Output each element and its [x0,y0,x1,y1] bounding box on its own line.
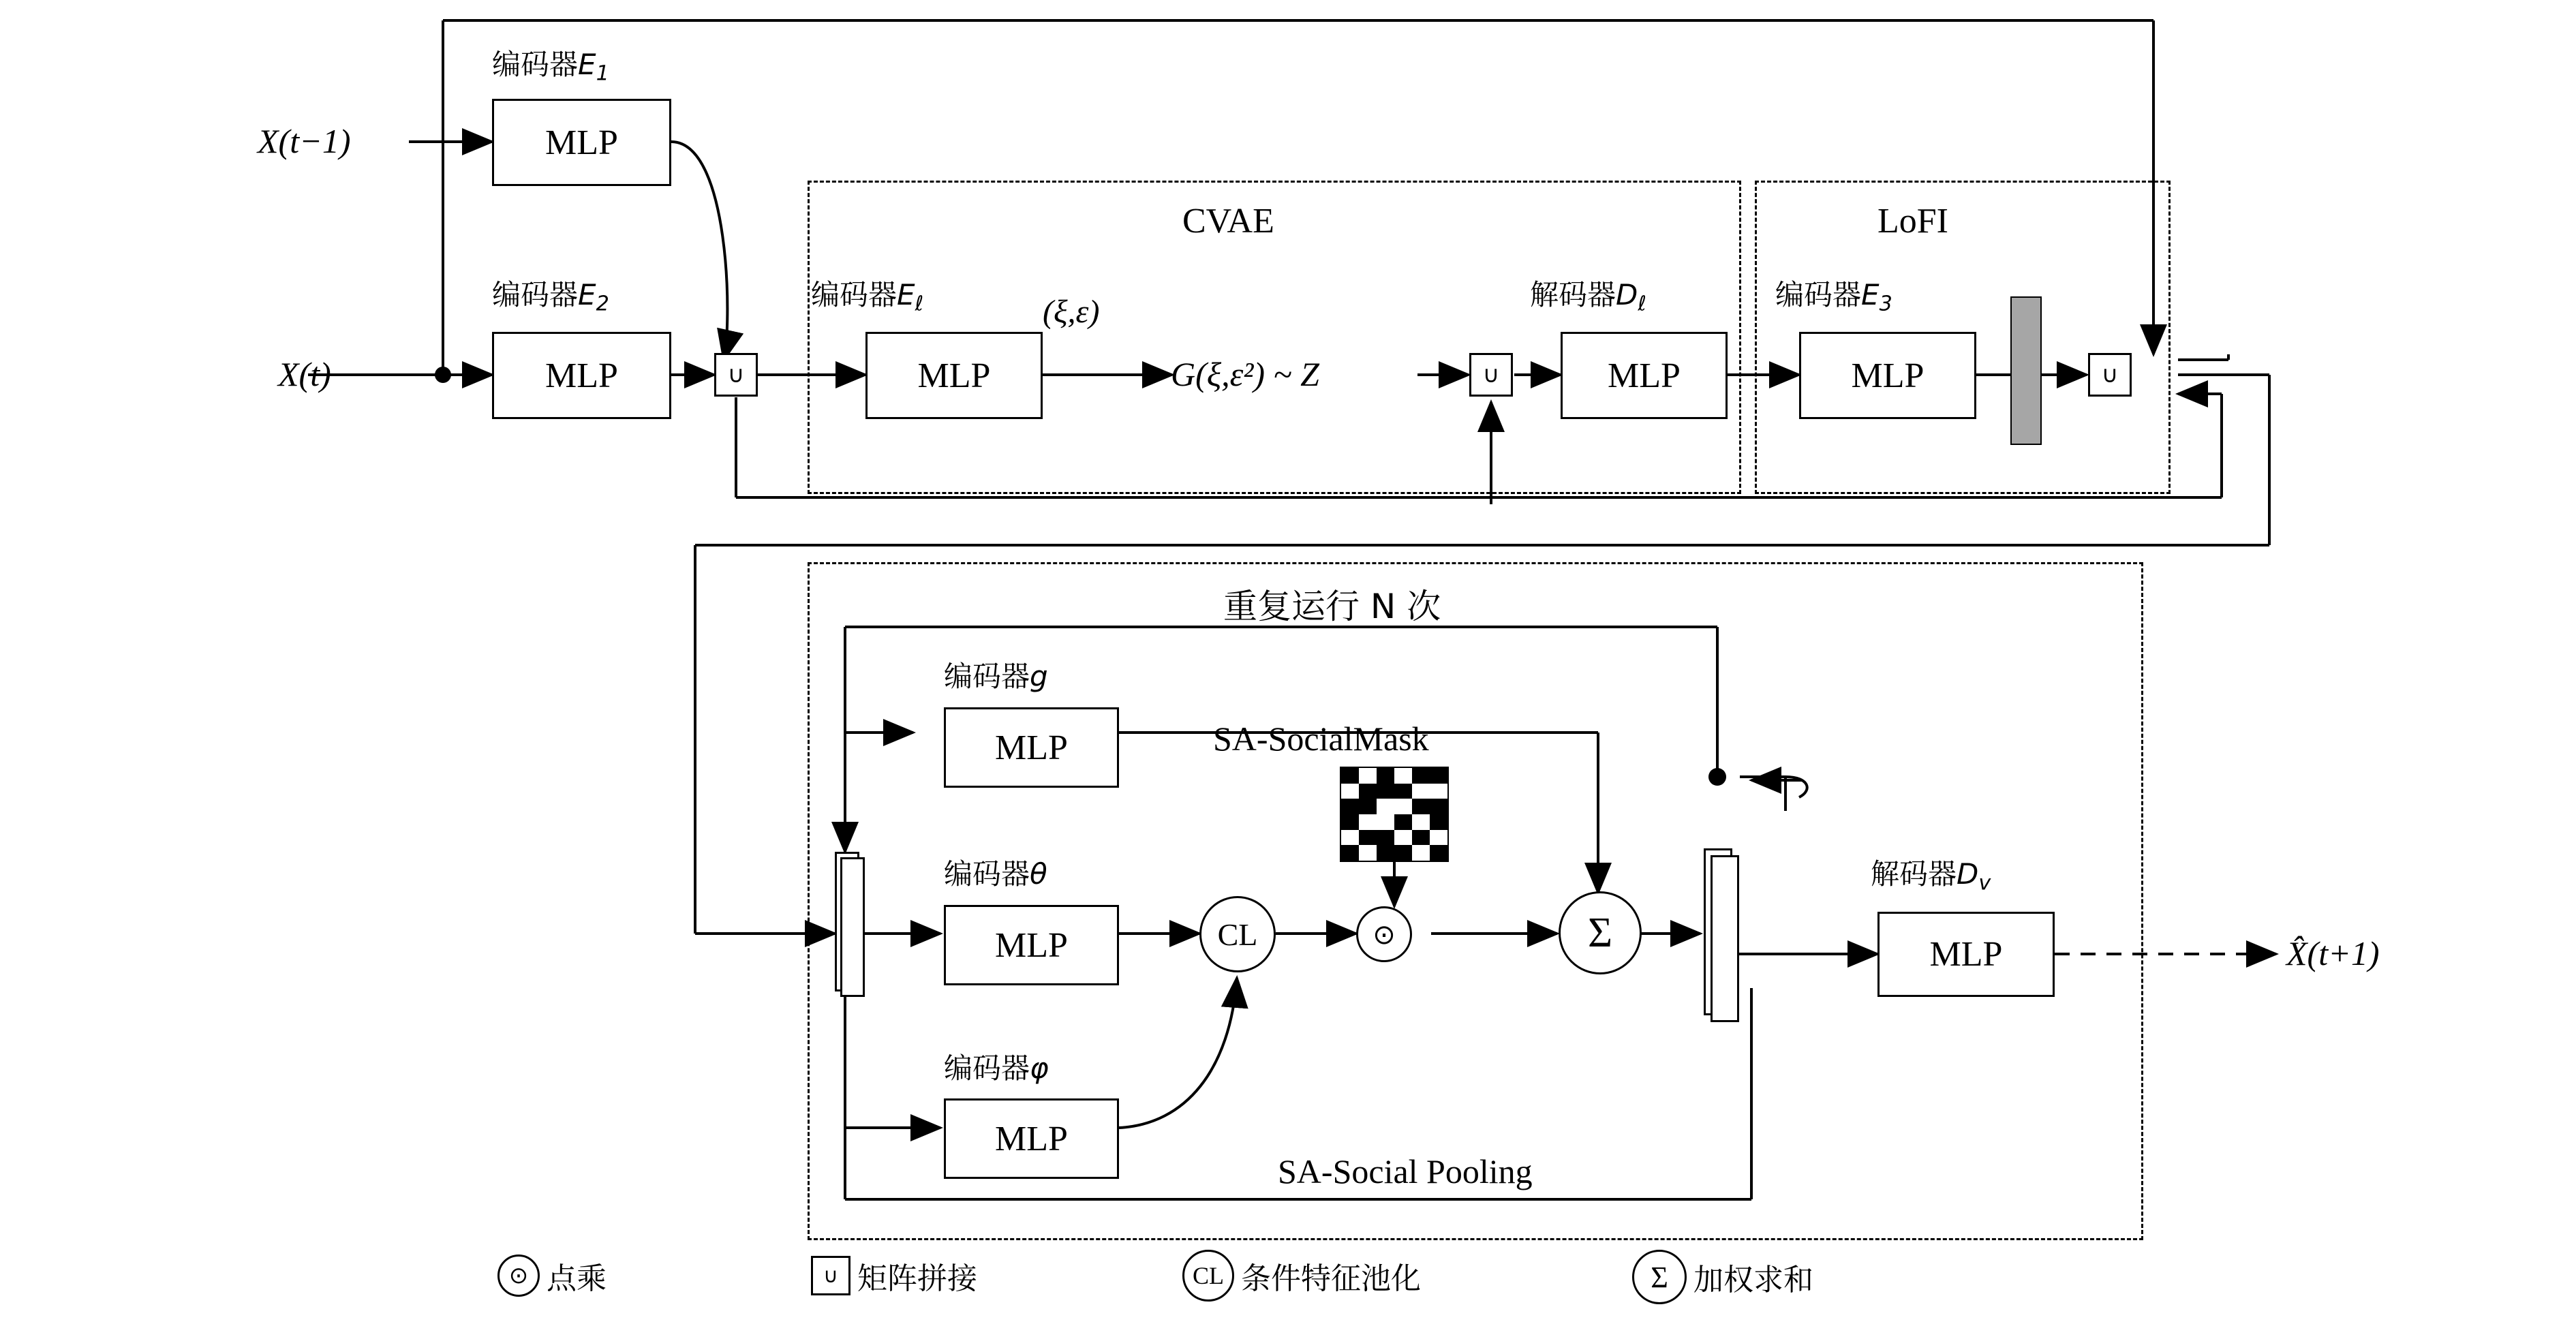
concat-node-2[interactable] [1469,353,1513,397]
dot-product-node[interactable] [1356,906,1412,962]
legend [0,1247,2576,1322]
mlp-text: MLP [995,925,1068,965]
legend-label: 矩阵拼接 [857,1261,977,1296]
lofi-feature-bar [2010,296,2042,445]
dot-symbol: ⊙ [1373,919,1396,950]
concat-symbol: ∪ [1482,361,1500,388]
dot-product-icon [497,1255,540,1297]
encoder-theta-mlp[interactable] [944,905,1119,985]
encoder-e3-mlp[interactable] [1799,332,1976,419]
encoder-phi-mlp[interactable] [944,1098,1119,1179]
decoder-dv-mlp[interactable] [1877,912,2055,997]
concat-symbol: ∪ [727,361,745,388]
encoder-g-mlp[interactable] [944,707,1119,788]
encoder-phi-label: 编码器φ [944,1051,1049,1085]
mlp-text: MLP [1608,356,1681,395]
sa-socialmask-grid [1340,767,1449,862]
encoder-e2-mlp[interactable] [492,332,671,419]
cl-symbol: CL [1217,917,1258,952]
mlp-text: MLP [995,1119,1068,1158]
sa-socialmask-title: SA-SocialMask [1213,720,1429,758]
input-feature-stack-back [840,857,865,997]
xi-epsilon-label: (ξ,ε) [1043,294,1100,330]
concat-icon [811,1256,850,1295]
sampling-expression: G(ξ,ε²) ~ Z [1171,355,1319,393]
legend-label: 条件特征池化 [1241,1261,1421,1296]
decoder-dv-label: 解码器$D_v$ [1871,857,1991,895]
repeat-title: 重复运行 N 次 [1223,587,1441,626]
encoder-theta-label: 编码器θ [944,857,1047,891]
legend-item-weighted-sum [1632,1250,1813,1304]
legend-symbol: CL [1192,1262,1224,1289]
decoder-dl-mlp[interactable] [1561,332,1728,419]
weighted-sum-node[interactable] [1559,891,1642,974]
legend-label: 加权求和 [1693,1263,1813,1297]
legend-item-concat [811,1254,977,1297]
mlp-text: MLP [545,356,618,395]
concat-node-3[interactable] [2088,353,2132,397]
mlp-text: MLP [1851,356,1925,395]
weighted-sum-icon [1632,1250,1687,1304]
encoder-e2-label: 编码器$E_2$ [492,278,609,316]
encoder-g-label: 编码器g [944,660,1048,693]
input-x-now: X(t) [278,355,331,393]
output-x-hat: X̂(t+1) [2286,934,2380,972]
conditional-pooling-icon [1182,1250,1234,1302]
encoder-el-label: 编码器$E_\ell$ [811,278,924,316]
encoder-e1-mlp[interactable] [492,99,671,186]
lofi-title: LoFI [1877,202,1948,241]
sa-social-pooling-title: SA-Social Pooling [1278,1152,1533,1190]
encoder-e3-label: 编码器$E_3$ [1775,278,1892,316]
legend-item-dot-product [497,1254,607,1297]
mlp-text: MLP [1929,935,2003,974]
encoder-e1-label: 编码器$E_1$ [492,48,609,86]
conditional-pooling-node[interactable] [1199,896,1276,972]
legend-label: 点乘 [547,1261,607,1296]
legend-symbol: ⊙ [508,1263,529,1289]
decoder-dl-label: 解码器$D_\ell$ [1530,278,1646,316]
mlp-text: MLP [995,728,1068,767]
concat-node-1[interactable] [714,353,758,397]
legend-symbol: Σ [1651,1260,1668,1294]
input-x-prev: X(t−1) [258,122,351,160]
concat-symbol: ∪ [2101,361,2119,388]
mlp-text: MLP [917,356,991,395]
cvae-title: CVAE [1182,202,1274,241]
output-feature-stack [1711,855,1739,1022]
legend-item-conditional-pooling [1182,1250,1421,1302]
encoder-el-mlp[interactable] [865,332,1043,419]
sum-symbol: Σ [1587,909,1613,956]
legend-symbol: ∪ [823,1263,838,1288]
mlp-text: MLP [545,123,618,162]
